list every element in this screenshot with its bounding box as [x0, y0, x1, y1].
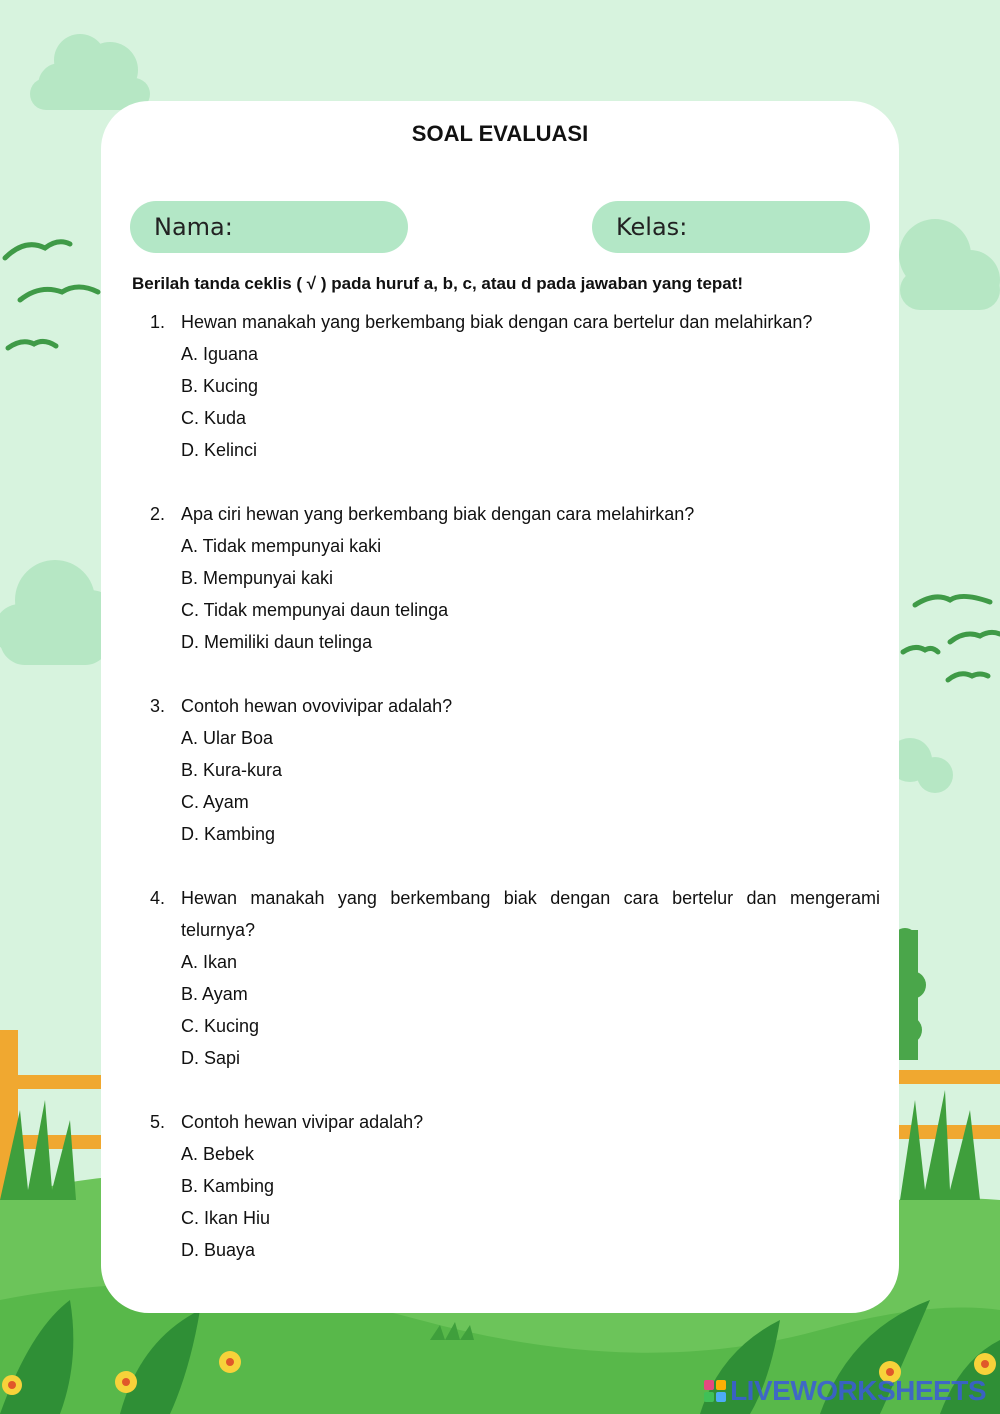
question-number: 5. [150, 1112, 166, 1132]
answer-option[interactable]: B. Kucing [181, 376, 259, 396]
question-text: Apa ciri hewan yang berkembang biak dengan cara melahirkan? [181, 504, 695, 524]
question-item [150, 1106, 880, 1266]
answer-option[interactable]: B. Kura-kura [181, 760, 283, 780]
answer-option[interactable]: C. Tidak mempunyai daun telinga [181, 600, 449, 620]
answer-option[interactable]: B. Mempunyai kaki [181, 568, 334, 588]
answer-option[interactable]: D. Kelinci [181, 440, 258, 460]
instruction-text: Berilah tanda ceklis ( √ ) pada huruf a, b, c, atau d pada jawaban yang tepat! [132, 274, 744, 293]
question-number: 4. [150, 888, 166, 908]
question-number: 2. [150, 504, 166, 524]
answer-option[interactable]: C. Kuda [181, 408, 247, 428]
answer-option[interactable]: A. Ular Boa [181, 728, 274, 748]
question-item [150, 690, 880, 850]
name-field[interactable]: Nama: [130, 201, 408, 253]
answer-option[interactable]: C. Kucing [181, 1016, 260, 1036]
page-title: SOAL EVALUASI [411, 121, 589, 146]
question-item [150, 498, 880, 658]
answer-option[interactable]: A. Tidak mempunyai kaki [181, 536, 382, 556]
brand-text: LIVEWORKSHEETS [730, 1375, 986, 1406]
answer-option[interactable]: D. Kambing [181, 824, 276, 844]
question-number: 3. [150, 696, 166, 716]
answer-option[interactable]: B. Kambing [181, 1176, 275, 1196]
question-text: Hewan manakah yang berkembang biak dengan cara bertelur dan mengerami telurnya? [181, 888, 880, 940]
answer-option[interactable]: C. Ikan Hiu [181, 1208, 271, 1228]
question-list [150, 306, 880, 1298]
answer-option[interactable]: C. Ayam [181, 792, 249, 812]
question-text: Contoh hewan vivipar adalah? [181, 1112, 424, 1132]
question-item [150, 882, 880, 1074]
question-number: 1. [150, 312, 166, 332]
answer-option[interactable]: A. Bebek [181, 1144, 255, 1164]
answer-option[interactable]: B. Ayam [181, 984, 248, 1004]
answer-option[interactable]: D. Buaya [181, 1240, 256, 1260]
question-text: Hewan manakah yang berkembang biak dengan cara bertelur dan melahirkan? [181, 312, 813, 332]
answer-option[interactable]: A. Iguana [181, 344, 259, 364]
class-field[interactable]: Kelas: [592, 201, 870, 253]
question-item [150, 306, 880, 466]
answer-option[interactable]: A. Ikan [181, 952, 238, 972]
answer-option[interactable]: D. Memiliki daun telinga [181, 632, 373, 652]
brand-watermark[interactable] [704, 1374, 986, 1408]
brand-logo-icon [704, 1380, 726, 1402]
answer-option[interactable]: D. Sapi [181, 1048, 241, 1068]
question-text: Contoh hewan ovovivipar adalah? [181, 696, 453, 716]
